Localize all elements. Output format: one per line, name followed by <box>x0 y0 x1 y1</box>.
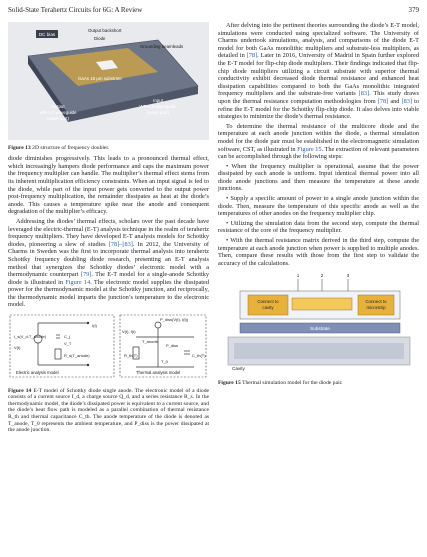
label-rs: R_s(T_anode) <box>64 353 90 359</box>
label-v-i: V(t), I(t) <box>122 329 136 335</box>
frequency-doubler-3d-illustration <box>8 22 209 140</box>
label-thermal-model: Thermal analysis model <box>136 370 181 376</box>
thermal-simulation-model-diagram <box>218 271 419 375</box>
label-output-backshort: Output backshort <box>88 28 122 33</box>
figure-14 <box>8 313 209 434</box>
ref-link[interactable]: [78]–[83] <box>108 240 133 248</box>
label-vt: V_T <box>64 341 72 347</box>
left-column <box>8 22 209 438</box>
journal-title: Solid-State Terahertz Circuits for 6G: A Review <box>8 6 143 14</box>
label-cj: C_j <box>64 334 71 340</box>
text: . Later in 2016, University of Madrid in Spain further explored the E-T model for flip-chip diode multipliers. Their findings indicated that flip-chip diode multipliers utilizing a circuit substrate with superior thermal conductivity exhibit decreased diode thermal resistance and enhanced heat dissipation capabilities compared to both the GaAs monolithic integrated frequency multipliers and the substrate-free variants <box>218 52 419 98</box>
label-node-3: 3 <box>346 273 350 279</box>
ref-link[interactable]: [83] <box>358 90 370 98</box>
right-column <box>218 22 419 391</box>
label-vt-small: V(t) <box>14 345 21 351</box>
label-diode: Diode <box>94 36 106 41</box>
label-dc-bias: DC bias <box>38 32 56 37</box>
label-t0: T_0 <box>161 359 168 365</box>
label-output-wg-port: (wave port) <box>47 116 69 121</box>
text: . The E-T model for a single-anode Schottky diode is illustrated in <box>8 271 209 286</box>
text: . This study draws upon the thermal resistance computation methodologies from <box>218 90 420 105</box>
figure-15 <box>218 271 419 386</box>
label-connect-microstrip-2: microstrip <box>366 305 386 311</box>
label-electric-model: Electric analysis model <box>16 370 59 376</box>
figure-13-caption <box>8 145 209 152</box>
running-header <box>8 6 419 16</box>
figure-link[interactable]: Figure 15 <box>297 145 322 153</box>
label-node-2: 2 <box>320 273 324 279</box>
step-4: • With the thermal resistance matrix derived in the third step, compute the temperature at each anode junction when power is supplied to multiple anodes. Then, compare these results with those from the first step to validate the accuracy of the calculations. <box>218 237 419 267</box>
figure-14-caption-text: E-T model of Schottky diode single anode. The electronic model of a diode consists of a current source I_d, a charge source Q_d, and a series resistance R_s. In the thermodynamic model, the diode’s dissipated power is equivalent to a current source, and the diode’s heat flow path is modeled as a parallel combination of thermal resistance R_th and thermal capacitance C_th. The anode temperature of the diode is denoted as T_anode, T_0 represents the ambient temperature, and P_diss is the power dissipated at the anode junction. <box>8 387 209 434</box>
text: . The electronic model supplies the dissipated power for the thermodynamic model at the Schottky junction, and reciprocally, the thermodynamic model imparts the junction’s temperature to the electronic model. <box>8 278 209 309</box>
label-is: I_s(V_d,T_anode) <box>14 334 47 340</box>
ref-link[interactable]: [83] <box>401 97 412 105</box>
paragraph-et-analysis <box>8 218 209 309</box>
label-connect-cavity-1: Connect to <box>257 299 279 305</box>
label-connect-microstrip-1: Connect to <box>365 299 387 305</box>
label-cavity: Cavity <box>232 366 245 372</box>
paragraph-thermal-effect: diode diminishes progressively. This leads to a pronounced thermal effect, which increasingly hampers diode performance and caps the maximum power the frequency multiplier can handle. The multiplier’s thermal effect stems from its inherent multiplication efficiency constraints. When an input signal is fed to the diode, while part of the input power gets converted to the output power post-frequency multiplication, the remainder dissipates as heat at the diode’s anode. This causes a temperature spike near the anode and consequent degradation of the multiplier’s efficacy. <box>8 155 209 216</box>
label-input-wg-type: WR-2.8 waveguide <box>139 104 177 109</box>
label-t-anode: T_anode <box>142 339 158 345</box>
text: After delving into the pertinent theories surrounding the diode’s E-T model, simulations were conducted using specialized software. The University of Charms undertook simulations, analysis, and comparisons of the diode E-T model for both GaAs monolithic multipliers and substrate-less multipliers, as detailed in <box>218 22 419 60</box>
paragraph-thermal-resistance <box>218 123 419 161</box>
step-2: • Supply a specific amount of power to a single anode junction within the diode. Then, measure the temperature of this specific anode as well as the temperatures of other anodes on the frequency multiplier chip. <box>218 195 419 218</box>
figure-14-label: Figure 14 <box>8 387 32 394</box>
figure-15-label: Figure 15 <box>218 380 241 386</box>
paragraph-simulations <box>218 22 419 121</box>
figure-13 <box>8 22 209 151</box>
label-input-wg: Input <box>153 98 163 103</box>
text: Addressing the diodes’ thermal effects, scholars over the past decade have leveraged the electric-thermal (E-T) analysis technique in the realm of terahertz frequency multipliers. They have developed E-T analysis models for Schottky diodes, pioneering a slew of studies <box>8 217 209 248</box>
text: To determine the thermal resistance of the multicore diode and the temperature at each anode junction within the diode, a thermal simulation model for the diode pair must be established in the electromagnetic simulation software, CST, as illustrated in <box>218 122 419 153</box>
label-cth: C_th(T) <box>192 353 206 359</box>
label-it: I(t) <box>92 323 97 329</box>
ref-link[interactable]: [78] <box>377 97 389 105</box>
label-output-wg-type: WR-1.2 waveguide <box>39 110 77 115</box>
figure-13-caption-text: 2D structure of frequency doubler. <box>32 144 110 151</box>
page-number: 379 <box>408 6 419 14</box>
label-output-wg: Output <box>51 104 65 109</box>
label-node-1: 1 <box>296 273 300 279</box>
label-rth: R_th(T) <box>124 353 138 359</box>
figure-15-caption <box>218 380 419 387</box>
text: . The extraction of relevant parameters can be accomplished through the following steps: <box>218 145 419 161</box>
et-model-circuit-diagram <box>8 313 209 383</box>
label-connect-cavity-2: cavity <box>262 305 274 311</box>
label-substrate: Substrate <box>310 326 330 332</box>
text: . In 2012, the University of Charms in Sweden was the first to incorporate thermal analysis into terahertz Schottky frequency doubling diode research, presenting an E-T analysis method that synergizes the Schottky diodes’ electronic model with a thermodynamic counterpart <box>8 240 209 279</box>
label-grounding-beamleads: Grounding beamleads <box>140 44 184 49</box>
step-3: • Utilizing the simulation data from the second step, compute the thermal resistance of the core of the frequency multiplier. <box>218 219 419 235</box>
label-pdiss: P_diss <box>166 343 179 349</box>
label-pdiss-top: P_diss(V(t), I(t)) <box>160 317 189 323</box>
ref-link[interactable]: [78] <box>246 52 258 60</box>
figure-15-caption-text: Thermal simulation model for the diode pair. <box>242 380 343 386</box>
label-input-wg-port: (wave port) <box>147 110 169 115</box>
text: to refine the E-T model for the Schottky flip-chip diode. It also delves into viable strategies to minimize the diode’s thermal resistance. <box>218 97 419 121</box>
figure-14-caption <box>8 388 209 434</box>
ref-link[interactable]: [79] <box>80 271 92 279</box>
figure-13-label: Figure 13 <box>8 144 31 151</box>
label-substrate: GaAs 15 μm substrate <box>78 76 122 81</box>
text: and <box>388 97 402 105</box>
step-1: • When the frequency multiplier is operational, assume that the power dissipated by each anode is uniform. Input identical thermal power into all diode anode junctions and then measure the temperature at these anode junctions. <box>218 162 419 193</box>
figure-link[interactable]: Figure 14 <box>65 278 91 286</box>
